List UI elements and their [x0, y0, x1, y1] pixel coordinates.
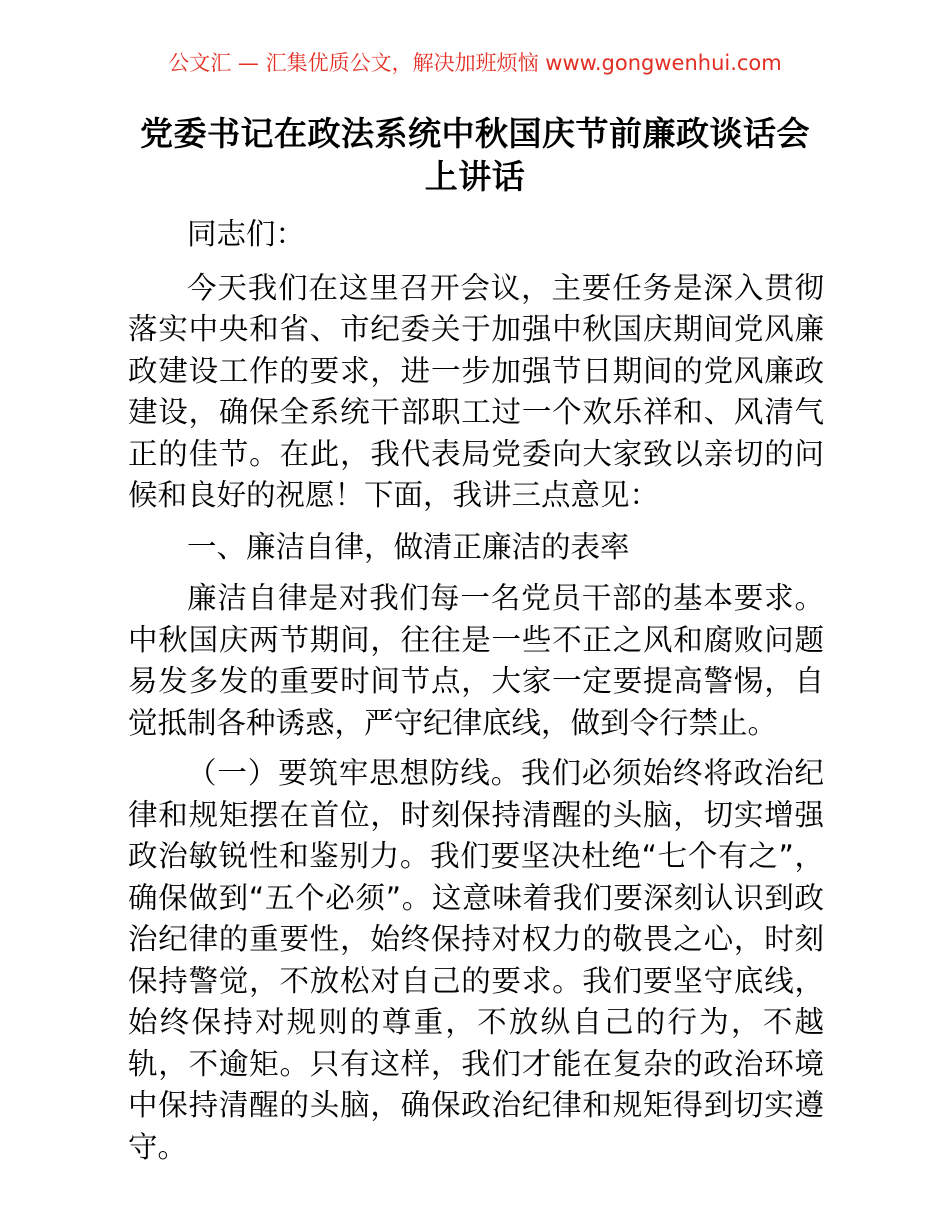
page-title [128, 112, 822, 198]
paragraph-section-1-item-1: （一）要筑牢思想防线。我们必须始终将政治纪律和规矩摆在首位，时刻保持清醒的头脑，切实增强政治敏锐性和鉴别力。我们要坚决杜绝“七个有之”，确保做到“五个必须”。这意味着我们要深刻认识到政治纪律的重要性，始终保持对权力的敬畏之心，时刻保持警觉，不放松对自己的要求。我们要坚守底线，始终保持对规则的尊重，不放纵自己的行为，不越轨，不逾矩。只有这样，我们才能在复杂的政治环境中保持清醒的头脑，确保政治纪律和规矩得到切实遵守。 [128, 756, 824, 1164]
paragraph-section-1-intro: 廉洁自律是对我们每一名党员干部的基本要求。中秋国庆两节期间，往往是一些不正之风和腐败问题易发多发的重要时间节点，大家一定要提高警惕，自觉抵制各种诱惑，严守纪律底线，做到令行禁止。 [128, 581, 824, 740]
watermark-header [0, 48, 950, 78]
section-heading-1: 一、廉洁自律，做清正廉洁的表率 [187, 529, 630, 564]
paragraph-salutation: 同志们： [187, 217, 306, 251]
paragraph-opening: 今天我们在这里召开会议，主要任务是深入贯彻落实中央和省、市纪委关于加强中秋国庆期间党风廉政建设工作的要求，进一步加强节日期间的党风廉政建设，确保全系统干部职工过一个欢乐祥和、风清气正的佳节。在此，我代表局党委向大家致以亲切的问候和良好的祝愿！下面，我讲三点意见： [128, 270, 824, 512]
watermark-brand-text: 公文汇 — 汇集优质公文，解决加班烦恼 [168, 51, 546, 75]
document-body [128, 214, 824, 1177]
page-title-line-2: 上讲话 [424, 157, 526, 196]
page-title-line-1: 党委书记在政法系统中秋国庆节前廉政谈话会 [140, 114, 810, 153]
watermark-site-url: www.gongwenhui.com [545, 51, 782, 75]
